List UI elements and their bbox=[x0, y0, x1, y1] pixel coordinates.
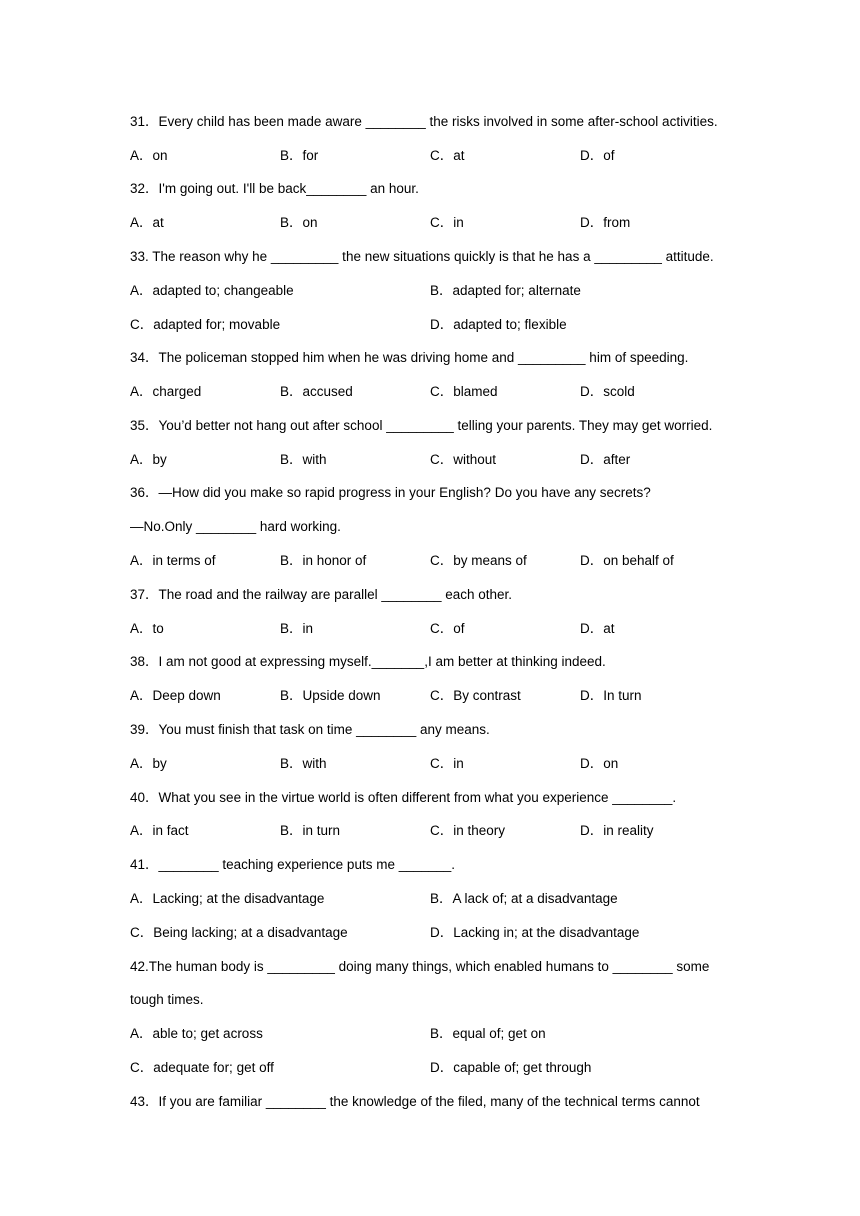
question-31-option-a: A．on bbox=[130, 148, 168, 163]
question-42-option-d: D．capable of; get through bbox=[430, 1060, 592, 1075]
question-33-option-c: C．adapted for; movable bbox=[130, 317, 281, 332]
question-32-option-d: D．from bbox=[580, 215, 631, 230]
question-36-stem-line-2: —No.Only ________ hard working. bbox=[130, 519, 341, 534]
question-38-option-a: A．Deep down bbox=[130, 688, 221, 703]
question-38-option-c: C．By contrast bbox=[430, 688, 521, 703]
question-31-option-c: C．at bbox=[430, 148, 465, 163]
question-39-option-a: A．by bbox=[130, 756, 167, 771]
question-40-option-b: B．in turn bbox=[280, 823, 341, 838]
question-36-option-a: A．in terms of bbox=[130, 553, 216, 568]
question-41-option-c: C．Being lacking; at a disadvantage bbox=[130, 925, 348, 940]
question-34-option-a: A．charged bbox=[130, 384, 202, 399]
question-41-stem: 41．________ teaching experience puts me _______. bbox=[130, 857, 456, 872]
question-34-option-b: B．accused bbox=[280, 384, 353, 399]
question-37-option-c: C．of bbox=[430, 621, 465, 636]
question-34-option-d: D．scold bbox=[580, 384, 635, 399]
question-40-stem: 40．What you see in the virtue world is often different from what you experience ________. bbox=[130, 790, 677, 805]
question-42-option-c: C．adequate for; get off bbox=[130, 1060, 274, 1075]
question-32-option-b: B．on bbox=[280, 215, 318, 230]
question-33-option-b: B．adapted for; alternate bbox=[430, 283, 581, 298]
question-40-option-a: A．in fact bbox=[130, 823, 189, 838]
question-41-option-d: D．Lacking in; at the disadvantage bbox=[430, 925, 640, 940]
question-31-option-b: B．for bbox=[280, 148, 319, 163]
question-41-option-b: B．A lack of; at a disadvantage bbox=[430, 891, 618, 906]
question-42-option-b: B．equal of; get on bbox=[430, 1026, 546, 1041]
question-31-option-d: D．of bbox=[580, 148, 615, 163]
question-42-option-a: A．able to; get across bbox=[130, 1026, 263, 1041]
question-37-option-d: D．at bbox=[580, 621, 615, 636]
question-39-option-d: D．on bbox=[580, 756, 619, 771]
question-36-stem: 36．—How did you make so rapid progress in your English? Do you have any secrets? bbox=[130, 485, 651, 500]
question-34-option-c: C．blamed bbox=[430, 384, 498, 399]
question-39-option-c: C．in bbox=[430, 756, 464, 771]
question-37-option-b: B．in bbox=[280, 621, 314, 636]
question-33-option-a: A．adapted to; changeable bbox=[130, 283, 294, 298]
question-31-stem: 31．Every child has been made aware ________ the risks involved in some after-school activities. bbox=[130, 114, 718, 129]
question-42-stem-line-2: tough times. bbox=[130, 992, 204, 1007]
question-35-option-c: C．without bbox=[430, 452, 497, 467]
question-37-option-a: A．to bbox=[130, 621, 164, 636]
question-42-stem: 42.The human body is _________ doing many things, which enabled humans to ________ some bbox=[130, 959, 710, 974]
question-32-option-c: C．in bbox=[430, 215, 464, 230]
question-36-option-c: C．by means of bbox=[430, 553, 527, 568]
question-38-option-b: B．Upside down bbox=[280, 688, 381, 703]
question-43-stem: 43．If you are familiar ________ the knowledge of the filed, many of the technical terms cannot bbox=[130, 1094, 700, 1109]
question-41-option-a: A．Lacking; at the disadvantage bbox=[130, 891, 325, 906]
question-40-option-c: C．in theory bbox=[430, 823, 506, 838]
question-35-option-a: A．by bbox=[130, 452, 167, 467]
question-35-option-b: B．with bbox=[280, 452, 327, 467]
question-40-option-d: D．in reality bbox=[580, 823, 654, 838]
question-33-stem: 33. The reason why he _________ the new situations quickly is that he has a _________ attitude. bbox=[130, 249, 714, 264]
question-38-option-d: D．In turn bbox=[580, 688, 642, 703]
question-38-stem: 38．I am not good at expressing myself._______,I am better at thinking indeed. bbox=[130, 654, 606, 669]
question-33-option-d: D．adapted to; flexible bbox=[430, 317, 567, 332]
question-39-option-b: B．with bbox=[280, 756, 327, 771]
question-34-stem: 34．The policeman stopped him when he was driving home and _________ him of speeding. bbox=[130, 350, 689, 365]
question-36-option-b: B．in honor of bbox=[280, 553, 367, 568]
question-37-stem: 37．The road and the railway are parallel ________ each other. bbox=[130, 587, 513, 602]
question-36-option-d: D．on behalf of bbox=[580, 553, 674, 568]
question-35-stem: 35．You’d better not hang out after school _________ telling your parents. They may get worried. bbox=[130, 418, 713, 433]
question-39-stem: 39．You must finish that task on time ________ any means. bbox=[130, 722, 490, 737]
question-32-stem: 32．I'm going out. I'll be back________ an hour. bbox=[130, 181, 419, 196]
question-32-option-a: A．at bbox=[130, 215, 164, 230]
question-35-option-d: D．after bbox=[580, 452, 631, 467]
